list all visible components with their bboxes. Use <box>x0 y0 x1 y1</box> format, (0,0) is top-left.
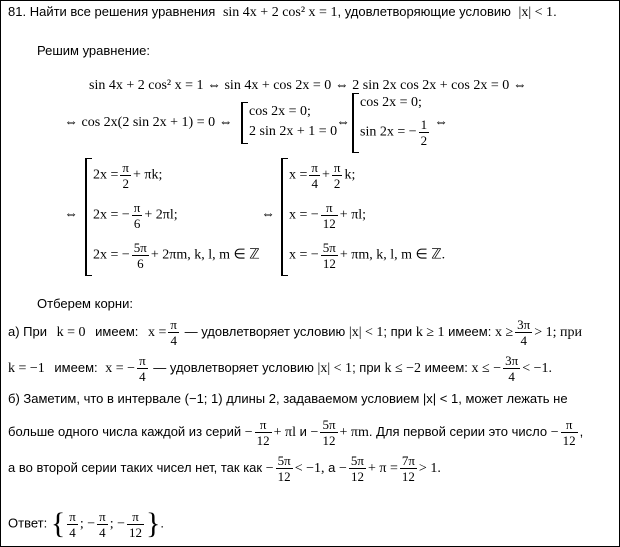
equivalence-arrow-3: ⇔ <box>64 207 78 222</box>
problem-equation: sin 4x + 2 cos² x = 1 <box>222 5 338 20</box>
part-b-line-3: а во второй серии таких чисел нет, так как − $\frac{5\pi}{12}$ < −1, а − $\frac{5\pi}{12}$ + π = $\frac{7\pi}{12}$ > 1. <box>8 453 441 484</box>
set-a-row-3: 2x = − $\frac{5\pi}{6}$ + 2πm, k, l, m ∈ ℤ <box>93 240 260 271</box>
answer-label: Ответ: <box>8 515 48 531</box>
problem-number: 81. <box>8 4 27 19</box>
equation-chain-2: ⇔ cos 2x(2 sin 2x + 1) = 0 ⇔ <box>64 115 233 130</box>
system-2 <box>352 93 432 153</box>
part-a-line-2: k = −1 имеем: x = − $\frac{\pi}{4}$ — удовлетворяет условию |x| < 1; при k ≤ −2 имеем: x ≤ − $\frac{3\pi}{4}$ < −1. <box>8 353 552 384</box>
system-2-row-2: sin 2x = − $\frac{1}{2}$ <box>360 117 428 148</box>
system-1 <box>241 102 341 144</box>
answer-line: Ответ: { $\frac{\pi}{4}$ ; − $\frac{\pi}{4}$ ; − $\frac{\pi}{12}$ }. <box>8 507 165 540</box>
set-b-row-2: x = − $\frac{\pi}{12}$ + πl; <box>289 200 367 231</box>
square-bracket <box>241 102 248 144</box>
equivalence-arrow-2: ⇔ <box>434 115 448 130</box>
solve-heading: Решим уравнение: <box>37 43 150 58</box>
solution-set-2x <box>85 158 265 276</box>
part-b-line-2: больше одного числа каждой из серий − $\frac{\pi}{12}$ + πl и − $\frac{5\pi}{12}$ + πm. Для первой серии это число − $\frac{\pi}{12}$ , <box>8 417 584 448</box>
equation-chain-1: sin 4x + 2 cos² x = 1 ⇔ sin 4x + cos 2x = 0 ⇔ 2 sin 2x cos 2x + cos 2x = 0 ⇔ <box>89 78 527 93</box>
problem-condition: |x| < 1 <box>518 5 554 20</box>
part-b-line-1: б) Заметим, что в интервале (−1; 1) длины 2, задаваемом условием |x| < 1, может лежать не <box>8 391 568 406</box>
left-brace-icon: { <box>50 507 66 540</box>
system-1-row-2: 2 sin 2x + 1 = 0 <box>249 124 338 139</box>
solution-set-x <box>281 158 481 276</box>
equivalence-arrow-4: ⇔ <box>261 207 275 222</box>
statement-text-2: , удовлетворяющие условию <box>337 4 511 19</box>
system-1-row-1: cos 2x = 0; <box>249 104 311 119</box>
statement-end: . <box>553 4 557 19</box>
square-bracket <box>352 93 359 153</box>
select-heading: Отберем корни: <box>37 296 133 311</box>
square-bracket <box>85 158 92 276</box>
set-a-row-1: 2x = $\frac{\pi}{2}$ + πk; <box>93 160 163 191</box>
equivalence-arrow: ⇔ <box>336 115 350 130</box>
system-2-row-1: cos 2x = 0; <box>360 95 422 110</box>
problem-statement <box>8 4 557 21</box>
square-bracket <box>281 158 288 276</box>
set-a-row-2: 2x = − $\frac{\pi}{6}$ + 2πl; <box>93 200 178 231</box>
right-brace-icon: } <box>145 507 161 540</box>
set-b-row-1: x = $\frac{\pi}{4}$ + $\frac{\pi}{2}$ k; <box>289 160 356 191</box>
statement-text-1: Найти все решения уравнения <box>29 4 216 19</box>
part-a-line-1: а) При k = 0 имеем: x = $\frac{\pi}{4}$ — удовлетворяет условию |x| < 1; при k ≥ 1 имеем: x ≥ $\frac{3\pi}{4}$ > 1; при <box>8 317 583 348</box>
set-b-row-3: x = − $\frac{5\pi}{12}$ + πm, k, l, m ∈ ℤ. <box>289 240 446 271</box>
